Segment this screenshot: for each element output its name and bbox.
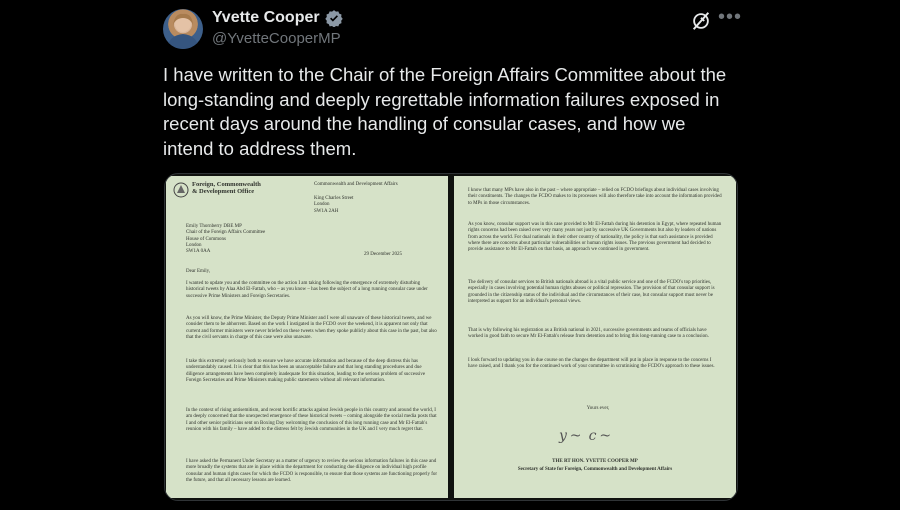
letter-salutation: Dear Emily,	[186, 269, 211, 274]
more-options-icon[interactable]: •••	[718, 6, 743, 28]
letter-dept-header: Commonwealth and Development Affairs	[314, 182, 398, 187]
letter-address: King Charles Street London SW1A 2AH	[314, 196, 354, 214]
letter-signer: THE RT HON. YVETTE COOPER MP	[552, 459, 638, 464]
letter-paragraph-8: The delivery of consular services to British nationals abroad is a vital public service and one of the FCDO's top priorities, especially in cases involving potential human rights abuses or political repression. The provision of that consular support is grounded in the citizenship status of the individual and the circumstances of their case, but consular support must never be interpreted as support for an individual's personal views.	[468, 280, 715, 304]
avatar[interactable]	[163, 9, 203, 49]
letter-page-1	[166, 176, 448, 498]
letter-signer-title: Secretary of State for Foreign, Commonwealth and Development Affairs	[517, 467, 673, 472]
author-name[interactable]: Yvette Cooper	[212, 9, 320, 26]
author-row	[212, 9, 343, 27]
letter-date: 29 December 2025	[364, 252, 403, 257]
author-handle[interactable]: @YvetteCooperMP	[212, 30, 341, 47]
letter-signature: y ~ c ~	[559, 428, 612, 444]
letter-department: Foreign, Commonwealth & Development Office	[192, 181, 261, 195]
letter-recipient: Emily Thornberry DBE MP Chair of the Foreign Affairs Committee House of Commons London SW1A 0AA	[186, 224, 266, 255]
crest-logo-icon	[172, 181, 190, 199]
grok-icon[interactable]	[690, 10, 712, 32]
letter-paragraph-1: I wanted to update you and the committee on the action I am taking following the emergence of extremely disturbing historical tweets by Alaa Abd El-Fattah, who – as you know – has been the subject of a long running consular case under successive Prime Ministers and Foreign Secretaries.	[186, 281, 428, 299]
letter-paragraph-7: As you know, consular support was in this case provided to Mr El-Fattah during his detention in Egypt, where repeated human rights concerns had been raised over very many years not just by successive UK Governments but also by leaders of nations from across the world. For dual nationals in their other country of nationality, the policy is that such assistance is provided where there are concerns about particular vulnerabilities or human rights issues. The previous government had decided to provide assistance to Mr El-Fattah on that basis, an approach we continued in government.	[468, 222, 722, 253]
letter-signoff: Yours ever,	[586, 406, 610, 411]
letter-paragraph-2: As you will know, the Prime Minister, the Deputy Prime Minister and I were all unaware of these historical tweets, and we consider them to be abhorrent. Based on the work I instigated in the FCDO over the weekend, it is apparent not only that current and former ministers were never briefed on these tweets when they spoke publicly about this case in the past, but also that the civil servants in charge of this case were also unaware.	[186, 316, 437, 340]
letter-paragraph-10: I look forward to updating you in due course on the changes the department will put in place in response to the concerns I have raised, and I thank you for the continued work of your committee in scrutinising the FCDO's approach to these issues.	[468, 358, 715, 370]
letter-paragraph-3: I take this extremely seriously both to ensure we have accurate information and because of the deep distress this has understandably caused. It is clear that this has been an unacceptable failure and that long standing procedures and due diligence arrangements have been completely inadequate for this situation, leading to the serious problem of successive Foreign Secretaries and Prime Ministers making public statements without all relevant information.	[186, 359, 426, 383]
letter-paragraph-5: I have asked the Permanent Under Secretary as a matter of urgency to review the serious information failures in this case and more broadly the systems that are in place within the department for conducting due diligence on individual high profile consular and human rights cases for which the FCDO is responsible, to ensure that those systems are functioning properly for the future, and that all necessary lessons are learned.	[186, 459, 438, 483]
letter-paragraph-6: I know that many MPs have also in the past – where appropriate – relied on FCDO briefings about individual cases involving their constituents. The changes the FCDO makes to its processes will also therefore take into account the information provided to MPs in those circumstances.	[468, 188, 722, 206]
avatar-photo-icon	[163, 9, 203, 49]
letter-page-2	[454, 176, 736, 498]
tweet-text: I have written to the Chair of the Foreign Affairs Committee about the long-standing and deeply regrettable information failures exposed in recent days around the handling of consular cases, and how we intend to address them.	[163, 64, 727, 159]
verified-badge-icon[interactable]	[325, 9, 343, 27]
attached-image[interactable]	[164, 173, 738, 501]
letter-paragraph-4: In the context of rising antisemitism, and recent horrific attacks against Jewish people in this country and around the world, I am deeply concerned that the unexpected emergence of these historical tweets – coming alongside the social media posts that I and other senior politicians sent on Boxing Day welcoming the conclusion of this long running case and Mr El-Fattah's reunion with his family – have added to the distress felt by Jewish communities in the UK and I very much regret that.	[186, 408, 437, 432]
letter-paragraph-9: That is why following his registration as a British national in 2021, successive governments and teams of officials have worked in good faith to secure Mr El-Fattah's release from detention and to bring this long-running case to a conclusion.	[468, 328, 709, 340]
